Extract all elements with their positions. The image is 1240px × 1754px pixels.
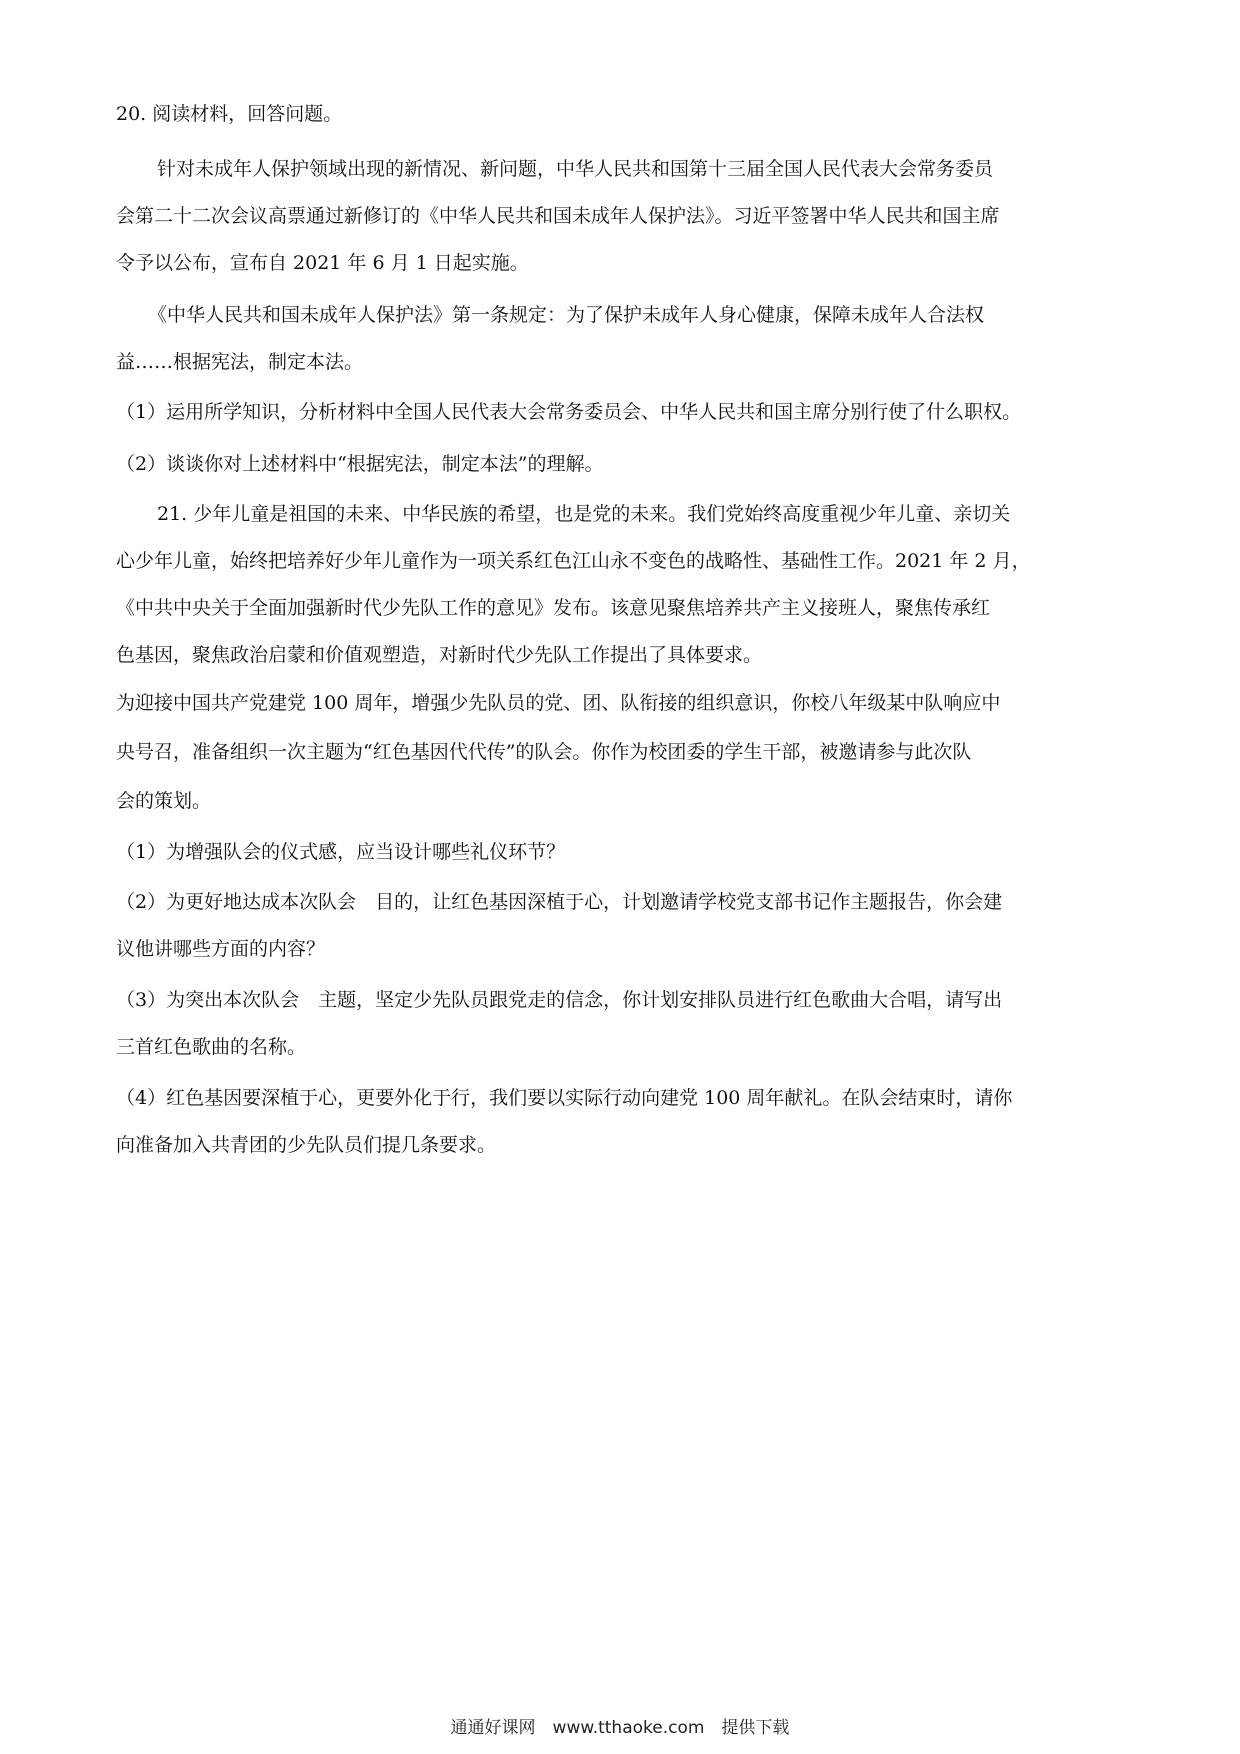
sub-question-2: （2）谈谈你对上述材料中“根据宪法，制定本法”的理解。 [116, 453, 604, 475]
page-footer: 通通好课网 www.tthaoke.com 提供下载 [450, 1718, 790, 1738]
material-line: 《中共中央关于全面加强新时代少先队工作的意见》发布。该意见聚焦培养共产主义接班人，聚焦传承红 [116, 597, 991, 619]
sub-question-4: （4）红色基因要深植于心，更要外化于行，我们要以实际行动向建党 100 周年献礼。在队会结束时，请你 [116, 1087, 1013, 1109]
sub-question-3: （3）为突出本次队会 主题，坚定少先队员跟党走的信念，你计划安排队员进行红色歌曲大合唱，请写出 [116, 989, 1003, 1011]
material-line: 令予以公布，宣布自 2021 年 6 月 1 日起实施。 [116, 252, 529, 274]
sub-question-2-cont: 议他讲哪些方面的内容？ [116, 938, 326, 960]
sub-question-1: （1）为增强队会的仪式感，应当设计哪些礼仪环节？ [116, 841, 566, 863]
material-line: 为迎接中国共产党建党 100 周年，增强少先队员的党、团、队衔接的组织意识，你校八年级某中队响应中 [116, 692, 1001, 714]
sub-question-4-cont: 向准备加入共青团的少先队员们提几条要求。 [116, 1134, 497, 1156]
material-line: 色基因，聚焦政治启蒙和价值观塑造，对新时代少先队工作提出了具体要求。 [116, 644, 763, 666]
material-line: 21. 少年儿童是祖国的未来、中华民族的希望，也是党的未来。我们党始终高度重视少年儿童、亲切关 [157, 503, 1011, 525]
sub-question-2: （2）为更好地达成本次队会 目的，让红色基因深植于心，计划邀请学校党支部书记作主题报告，你会建 [116, 891, 1003, 913]
question-20-title: 20. 阅读材料，回答问题。 [116, 103, 343, 125]
material-line: 《中华人民共和国未成年人保护法》第一条规定：为了保护未成年人身心健康，保障未成年人合法权 [148, 304, 985, 326]
material-line: 心少年儿童，始终把培养好少年儿童作为一项关系红色江山永不变色的战略性、基础性工作。2021 年 2 月， [116, 550, 1031, 572]
material-line: 会的策划。 [116, 790, 212, 812]
sub-question-1: （1）运用所学知识，分析材料中全国人民代表大会常务委员会、中华人民共和国主席分别行使了什么职权。 [116, 401, 1022, 423]
material-line: 会第二十二次会议高票通过新修订的《中华人民共和国未成年人保护法》。习近平签署中华人民共和国主席 [116, 205, 1000, 227]
material-line: 央号召，准备组织一次主题为“红色基因代代传”的队会。你作为校团委的学生干部，被邀请参与此次队 [116, 741, 972, 763]
sub-question-3-cont: 三首红色歌曲的名称。 [116, 1036, 307, 1058]
material-line: 针对未成年人保护领域出现的新情况、新问题，中华人民共和国第十三届全国人民代表大会常务委员 [157, 158, 994, 180]
material-line: 益……根据宪法，制定本法。 [116, 351, 364, 373]
